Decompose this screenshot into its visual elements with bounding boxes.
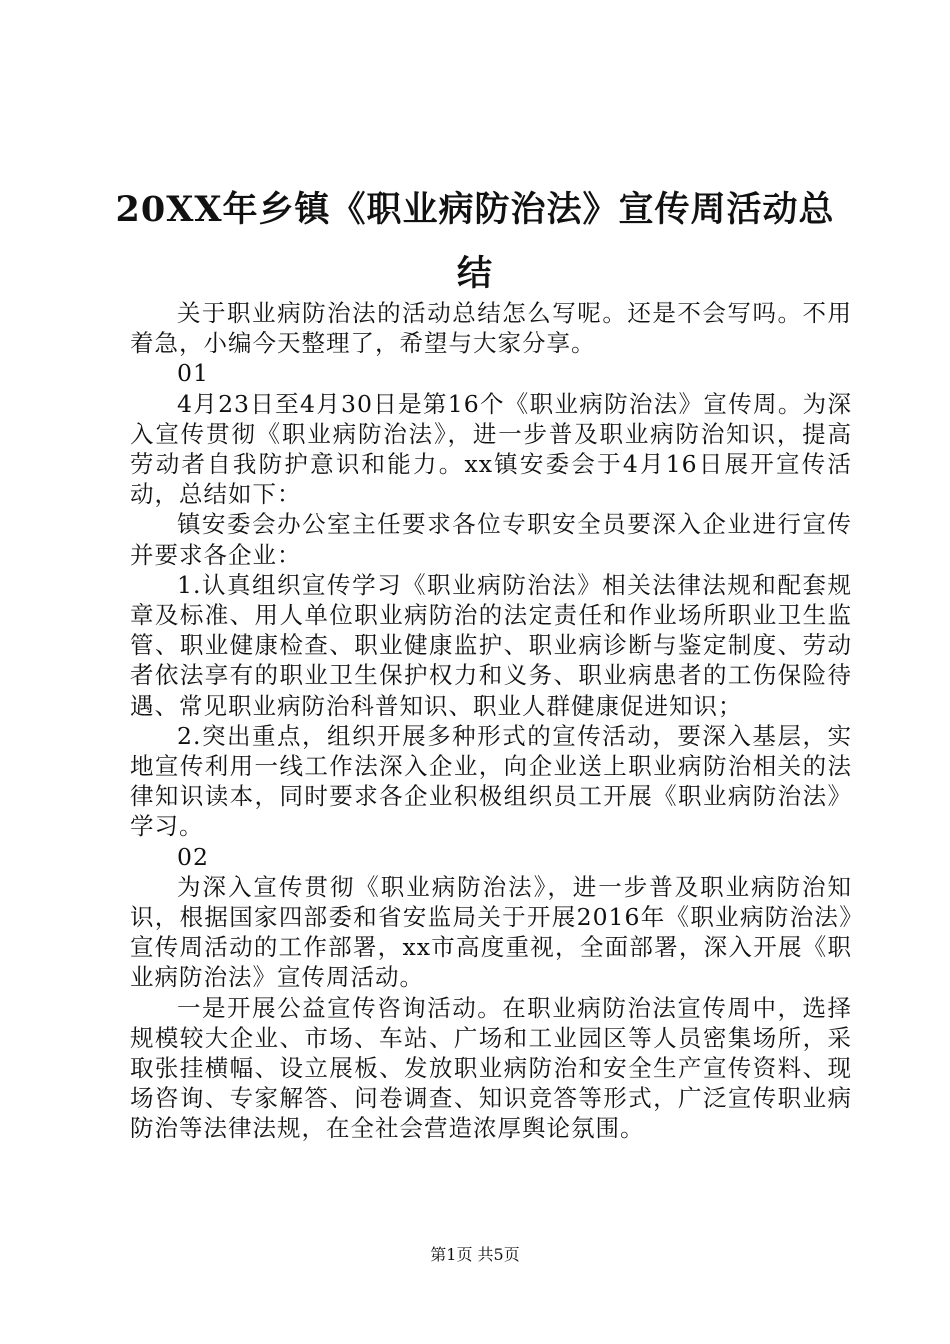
paragraph-intro: 关于职业病防治法的活动总结怎么写呢。还是不会写吗。不用着急，小编今天整理了，希望与大家分享。 — [130, 299, 852, 358]
paragraph-city-deployment: 为深入宣传贯彻《职业病防治法》，进一步普及职业病防治知识，根据国家四部委和省安监局关于开展2016年《职业病防治法》宣传周活动的工作部署，xx市高度重视，全面部署，深入开展《职业病防治法》宣传周活动。 — [130, 872, 852, 992]
paragraph-item-1: 1.认真组织宣传学习《职业病防治法》相关法律法规和配套规章及标准、用人单位职业病防治的法定责任和作业场所职业卫生监管、职业健康检查、职业健康监护、职业病诊断与鉴定制度、劳动者依法享有的职业卫生保护权力和义务、职业病患者的工伤保险待遇、常见职业病防治科普知识、职业人群健康促进知识； — [130, 570, 852, 720]
paragraph-item-2: 2.突出重点，组织开展多种形式的宣传活动，要深入基层，实地宣传利用一线工作法深入企业，向企业送上职业病防治相关的法律知识读本，同时要求各企业积极组织员工开展《职业病防治法》学习。 — [130, 721, 852, 841]
paragraph-requirements: 镇安委会办公室主任要求各位专职安全员要深入企业进行宣传并要求各企业： — [130, 510, 852, 569]
paragraph-public-campaign: 一是开展公益宣传咨询活动。在职业病防治法宣传周中，选择规模较大企业、市场、车站、广场和工业园区等人员密集场所，采取张挂横幅、设立展板、发放职业病防治和安全生产宣传资料、现场咨询、专家解答、问卷调查、知识竞答等形式，广泛宣传职业病防治等法律法规，在全社会营造浓厚舆论氛围。 — [130, 993, 852, 1143]
document-body — [130, 298, 852, 1144]
section-heading-02: 02 — [177, 842, 209, 871]
document-title: 20XX年乡镇《职业病防治法》宣传周活动总结 — [115, 189, 835, 294]
paragraph-week-intro: 4月23日至4月30日是第16个《职业病防治法》宣传周。为深入宣传贯彻《职业病防治法》，进一步普及职业病防治知识，提高劳动者自我防护意识和能力。xx镇安委会于4月16日展开宣传活动，总结如下： — [130, 389, 852, 509]
page-footer: 第1页 共5页 — [430, 1245, 520, 1264]
section-heading-01: 01 — [177, 359, 209, 388]
